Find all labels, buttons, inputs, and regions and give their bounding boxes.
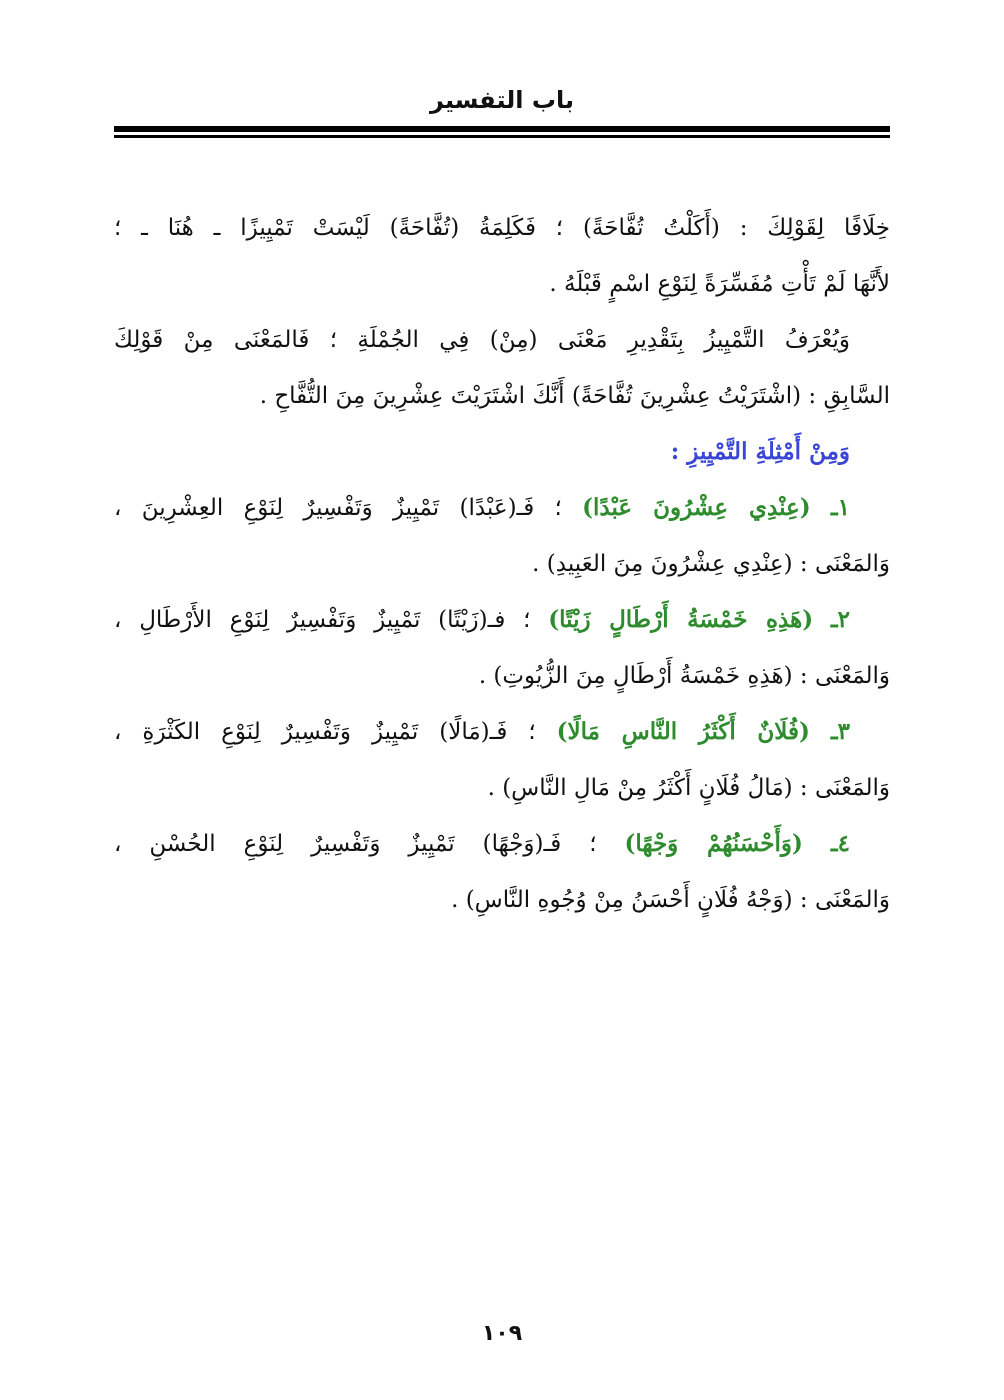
example-3-sentence: (فُلَانٌ أَكْثَرُ النَّاسِ مَالًا) (556, 718, 810, 745)
example-2-meaning: وَالمَعْنَى : (هَذِهِ خَمْسَةُ أَرْطَالٍ مِنَ الزُّيُوتِ) . (478, 663, 890, 689)
header-rule-thin (114, 135, 890, 138)
example-3-meaning: وَالمَعْنَى : (مَالُ فُلَانٍ أَكْثَرُ مِنْ مَالِ النَّاسِ) . (487, 775, 890, 801)
example-4-number: ٤ـ (830, 830, 850, 857)
example-2-sentence: (هَذِهِ خَمْسَةُ أَرْطَالٍ زَيْتًا) (548, 606, 814, 633)
example-2-explanation: ؛ فـ(زَيْتًا) تَمْيِيزٌ وَتَفْسِيرٌ لِنَوْعِ الأَرْطَالِ ، (114, 607, 549, 633)
example-3-explanation: ؛ فَـ(مَالًا) تَمْيِيزٌ وَتَفْسِيرٌ لِنَوْعِ الكَثْرَةِ ، (114, 719, 557, 745)
example-2-line (114, 592, 890, 648)
example-4-meaning: وَالمَعْنَى : (وَجْهُ فُلَانٍ أَحْسَنُ مِنْ وُجُوهِ النَّاسِ) . (451, 887, 890, 913)
example-3-line (114, 704, 890, 760)
example-1-line (114, 480, 890, 536)
example-2-number: ٢ـ (830, 606, 851, 633)
example-4-sentence: (وَأَحْسَنُهُمْ وَجْهًا) (624, 830, 803, 857)
page-number: ١٠٩ (481, 1321, 523, 1346)
paragraph-1-line-2: لأَنَّهَا لَمْ تَأْتِ مُفَسِّرَةً لِنَوْعِ اسْمٍ قَبْلَهُ . (549, 271, 890, 297)
paragraph-2-line-2: السَّابِقِ : (اشْتَرَيْتُ عِشْرِينَ تُفَّاحَةً) أَنَّكَ اشْتَرَيْتَ عِشْرِينَ مِنَ التُّفَّاحِ . (259, 383, 890, 409)
example-1-number: ١ـ (830, 494, 851, 521)
example-4-line (114, 816, 890, 872)
examples-heading: وَمِنْ أَمْثِلَةِ التَّمْيِيزِ : (670, 438, 850, 465)
example-1-explanation: ؛ فَـ(عَبْدًا) تَمْيِيزٌ وَتَفْسِيرٌ لِنَوْعِ العِشْرِينَ ، (114, 495, 583, 521)
example-4-explanation: ؛ فَـ(وَجْهًا) تَمْيِيزٌ وَتَفْسِيرٌ لِنَوْعِ الحُسْنِ ، (114, 831, 625, 857)
header-rule-thick (114, 126, 890, 132)
page-header-title: باب التفسير (430, 86, 574, 114)
paragraph-1-line-1: خِلَافًا لِقَوْلِكَ : (أَكَلْتُ تُفَّاحَةً) ؛ فَكَلِمَةُ (تُفَّاحَةً) لَيْسَتْ تَمْيِيزًا ـ هُنَا ـ ؛ (114, 215, 890, 241)
example-3-number: ٣ـ (830, 718, 851, 745)
body-text (114, 200, 890, 928)
example-1-meaning: وَالمَعْنَى : (عِنْدِي عِشْرُونَ مِنَ العَبِيدِ) . (532, 551, 890, 577)
example-1-sentence: (عِنْدِي عِشْرُونَ عَبْدًا) (582, 494, 811, 521)
paragraph-2-line-1: وَيُعْرَفُ التَّمْيِيزُ بِتَقْدِيرِ مَعْنَى (مِنْ) فِي الجُمْلَةِ ؛ فَالمَعْنَى مِنْ قَوْلِكَ (114, 327, 850, 353)
